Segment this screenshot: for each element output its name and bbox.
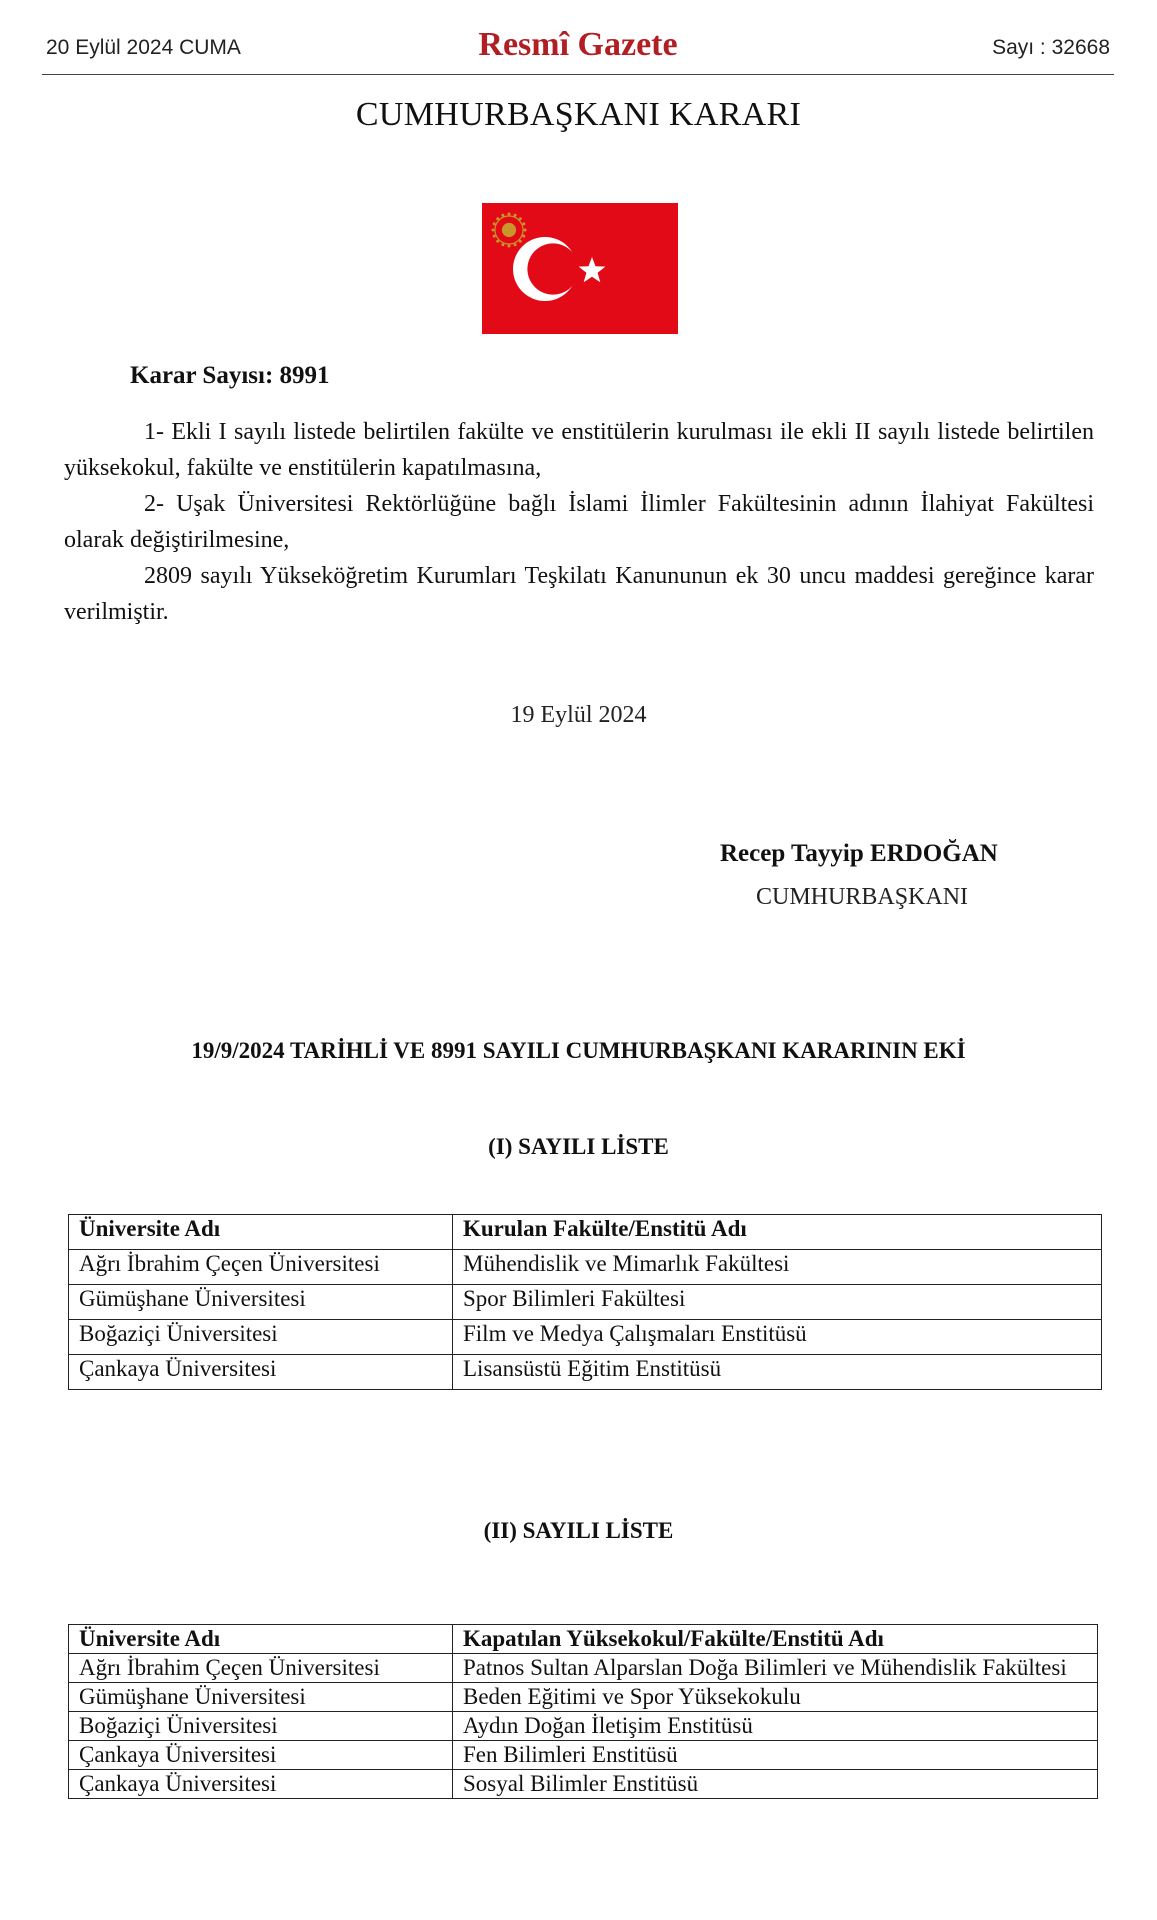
list-2-heading: (II) SAYILI LİSTE [483,1518,674,1543]
column-header: Kapatılan Yüksekokul/Fakülte/Enstitü Adı [453,1625,1098,1654]
university-cell: Çankaya Üniversitesi [69,1770,453,1799]
table-row [69,1320,1102,1355]
column-header: Üniversite Adı [69,1215,453,1250]
table-row [69,1741,1098,1770]
decision-paragraph-1: 1- Ekli I sayılı listede belirtilen fakülte ve enstitülerin kurulması ile ekli II sayılı listede belirtilen yüksekokul, fakülte ve enstitülerin kapatılmasına, [64,419,1094,481]
table-header-row [69,1625,1098,1654]
institution-cell: Patnos Sultan Alparslan Doğa Bilimleri ve Mühendislik Fakültesi [453,1654,1098,1683]
university-cell: Çankaya Üniversitesi [69,1741,453,1770]
university-cell: Ağrı İbrahim Çeçen Üniversitesi [69,1654,453,1683]
institution-cell: Beden Eğitimi ve Spor Yüksekokulu [453,1683,1098,1712]
issue-number: Sayı : 32668 [992,36,1110,59]
university-cell: Ağrı İbrahim Çeçen Üniversitesi [69,1250,453,1285]
table-row [69,1654,1098,1683]
column-header: Üniversite Adı [69,1625,453,1654]
list-2-table [68,1624,1098,1799]
table-row [69,1250,1102,1285]
table-row [69,1712,1098,1741]
decision-number: Karar Sayısı: 8991 [130,362,330,389]
decision-paragraph-2: 2- Uşak Üniversitesi Rektörlüğüne bağlı İslami İlimler Fakültesinin adının İlahiyat Fakültesi olarak değiştirilmesine, [64,491,1094,553]
decision-paragraph-3: 2809 sayılı Yükseköğretim Kurumları Teşkilatı Kanununun ek 30 uncu maddesi gereğince karar verilmiştir. [64,563,1094,625]
institution-cell: Spor Bilimleri Fakültesi [453,1285,1102,1320]
institution-cell: Mühendislik ve Mimarlık Fakültesi [453,1250,1102,1285]
table-row [69,1770,1098,1799]
table-row [69,1355,1102,1390]
table-row [69,1285,1102,1320]
institution-cell: Sosyal Bilimler Enstitüsü [453,1770,1098,1799]
table-row [69,1683,1098,1712]
list-1-heading: (I) SAYILI LİSTE [488,1134,669,1159]
table-header-row [69,1215,1102,1250]
university-cell: Gümüşhane Üniversitesi [69,1683,453,1712]
gazette-name: Resmî Gazete [478,26,678,63]
institution-cell: Aydın Doğan İletişim Enstitüsü [453,1712,1098,1741]
annex-title: 19/9/2024 TARİHLİ VE 8991 SAYILI CUMHURBAŞKANI KARARININ EKİ [191,1038,966,1063]
university-cell: Boğaziçi Üniversitesi [69,1320,453,1355]
institution-cell: Film ve Medya Çalışmaları Enstitüsü [453,1320,1102,1355]
institution-cell: Fen Bilimleri Enstitüsü [453,1741,1098,1770]
university-cell: Boğaziçi Üniversitesi [69,1712,453,1741]
header-divider [42,74,1114,75]
issue-date: 20 Eylül 2024 CUMA [46,36,241,59]
signer-title: CUMHURBAŞKANI [756,884,969,910]
column-header: Kurulan Fakülte/Enstitü Adı [453,1215,1102,1250]
list-1-table [68,1214,1102,1390]
document-title: CUMHURBAŞKANI KARARI [355,96,802,133]
university-cell: Gümüşhane Üniversitesi [69,1285,453,1320]
institution-cell: Lisansüstü Eğitim Enstitüsü [453,1355,1102,1390]
presidential-flag-image [482,203,678,334]
flag-icon [482,203,678,334]
signer-name: Recep Tayyip ERDOĞAN [720,840,998,867]
decision-date: 19 Eylül 2024 [510,702,647,728]
university-cell: Çankaya Üniversitesi [69,1355,453,1390]
gazette-header [42,28,1114,76]
